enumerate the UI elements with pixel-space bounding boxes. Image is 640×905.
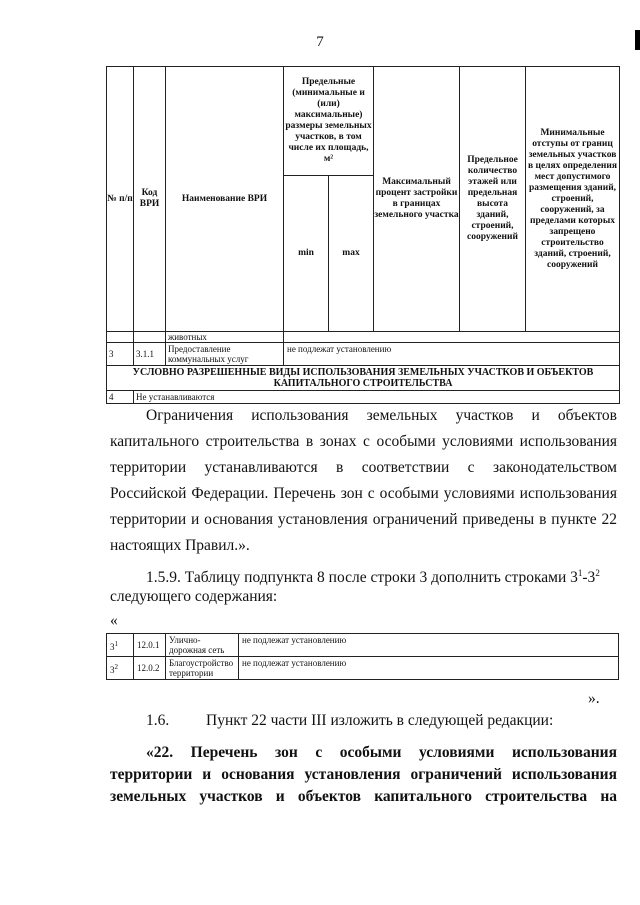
heading-line: «22. Перечень зон с особыми условиями использования <box>146 744 617 761</box>
paragraph-line: капитального строительства в зонах с особыми условиями использования <box>110 433 617 450</box>
item-159-dash: -3 <box>582 569 596 587</box>
section-title: УСЛОВНО РАЗРЕШЕННЫЕ ВИДЫ ИСПОЛЬЗОВАНИЯ ЗЕМЕЛЬНЫХ УЧАСТКОВ И ОБЪЕКТОВ КАПИТАЛЬНОГО СТРОИТЕЛЬСТВА <box>107 366 620 391</box>
paragraph-line: территории устанавливаются в соответствии с законодательством <box>110 459 617 476</box>
paragraph-restrictions <box>110 403 617 533</box>
row3-num: 3 <box>107 343 134 366</box>
row-name: Улично-дорожная сеть <box>166 634 239 657</box>
item-16-text: Пункт 22 части III изложить в следующей редакции: <box>206 712 554 729</box>
row-value: не подлежат установлению <box>239 634 619 657</box>
header-min: min <box>284 176 329 332</box>
header-setback: Минимальные отступы от границ земельных участков в целях определения мест допустимого размещения зданий, строений, сооружений, за пределами которых запрещено строительство зданий, строений, сооружений <box>526 67 620 332</box>
header-floors: Предельное количество этажей или предельная высота зданий, строений, сооружений <box>460 67 526 332</box>
insert-table <box>106 633 619 680</box>
item-159-text: 1.5.9. Таблицу подпункта 8 после строки 3 дополнить строками 3 <box>146 569 578 587</box>
row-num: $3^2$ <box>107 657 134 680</box>
row3-value: не подлежат установлению <box>284 343 620 366</box>
open-quote: « <box>110 612 118 629</box>
edge-mark <box>635 30 640 50</box>
row-code: 12.0.2 <box>134 657 166 680</box>
paragraph-line: Российской Федерации. Перечень зон с особыми условиями использования <box>110 485 617 502</box>
row3-code: 3.1.1 <box>134 343 166 366</box>
header-max: max <box>329 176 374 332</box>
row3-name: Предоставление коммунальных услуг <box>166 343 284 366</box>
section-22-heading <box>110 742 617 808</box>
page-number: 7 <box>316 34 324 50</box>
item-159-continuation: следующего содержания: <box>110 588 278 605</box>
heading-line: земельных участков и объектов капитального строительства на <box>110 788 617 805</box>
regulations-table <box>106 66 620 404</box>
row-name: Благоустройство территории <box>166 657 239 680</box>
item-16-number: 1.6. <box>146 712 170 729</box>
close-quote: ». <box>588 690 600 707</box>
table-row <box>107 634 619 657</box>
row-value: не подлежат установлению <box>239 657 619 680</box>
header-size: Предельные (минимальные и (или) максимальные) размеры земельных участков, в том числе их площадь, м² <box>284 67 374 176</box>
paragraph-line: территории и основания установления ограничений приведены в пункте 22 <box>110 511 617 528</box>
row-num: $3^1$ <box>107 634 134 657</box>
header-code: Код ВРИ <box>134 67 166 332</box>
cont-cell-values <box>284 332 620 343</box>
header-name: Наименование ВРИ <box>166 67 284 332</box>
row-code: 12.0.1 <box>134 634 166 657</box>
row4-num: 4 <box>107 391 134 404</box>
superscript: 2 <box>595 568 600 578</box>
cont-cell-num <box>107 332 134 343</box>
row4-text: Не устанавливаются <box>134 391 620 404</box>
superscript: 1 <box>577 568 583 578</box>
table-row <box>107 657 619 680</box>
header-num: № п/п <box>107 67 134 332</box>
header-percent: Максимальный процент застройки в границах земельного участка <box>374 67 460 332</box>
heading-line: территории и основания установления ограничений использования <box>110 766 617 783</box>
cont-cell-name: животных <box>166 332 284 343</box>
paragraph-line: Ограничения использования земельных участков и объектов <box>146 407 617 424</box>
cont-cell-code <box>134 332 166 343</box>
paragraph-last-line: настоящих Правил.». <box>110 537 250 554</box>
